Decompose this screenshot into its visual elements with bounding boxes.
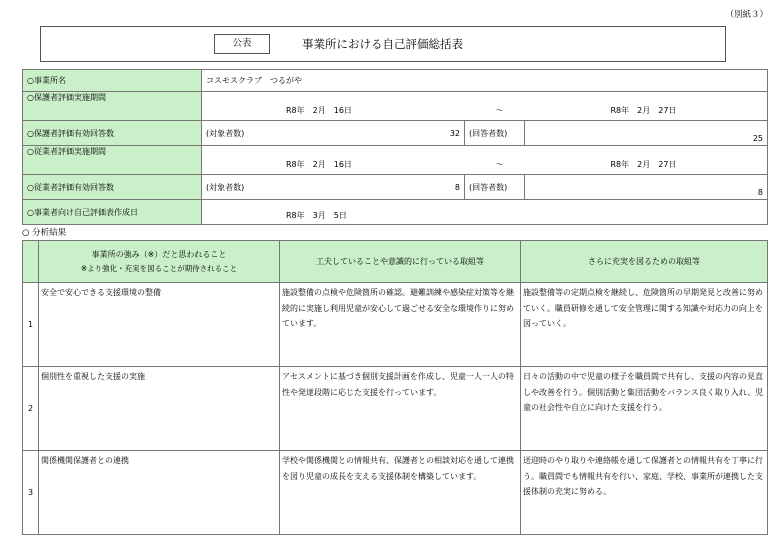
annex-label: （別紙３） bbox=[725, 10, 768, 20]
guardian-answer-label: (回答者数) bbox=[465, 121, 525, 146]
guardian-answers-label: ○保護者評価有効回答数 bbox=[23, 121, 202, 146]
strength-header-line2: ※より強化・充実を図ることが期待されること bbox=[80, 263, 238, 273]
strength-cell: 安全で安心できる支援環境の整備 bbox=[39, 283, 280, 367]
self-eval-date: R8年 3月 5日 bbox=[202, 200, 768, 225]
guardian-target-label: (対象者数) bbox=[202, 121, 280, 146]
strength-cell: 個別性を重視した支援の実施 bbox=[39, 367, 280, 451]
improve-cell: 日々の活動の中で児童の様子を職員間で共有し、支援の内容の見直しや改善を行う。個別活動と集団活動をバランス良く取り入れ、児童の社会性や自立に向けた支援を行う。 bbox=[521, 367, 768, 451]
effort-cell: アセスメントに基づき個別支援計画を作成し、児童一人一人の特性や発達段階に応じた支援を行っています。 bbox=[280, 367, 521, 451]
row-number: 2 bbox=[23, 367, 39, 451]
improve-header: さらに充実を図るための取組等 bbox=[521, 241, 768, 283]
guardian-period-end: R8年 2月 27日 bbox=[525, 92, 768, 121]
staff-period-end: R8年 2月 27日 bbox=[525, 146, 768, 175]
effort-header: 工夫していることや意識的に行っている取組等 bbox=[280, 241, 521, 283]
improve-cell: 送迎時のやり取りや連絡帳を通して保護者との情報共有を丁寧に行う。職員間でも情報共有を行い、家庭、学校、事業所が連携した支援体制の充実に努める。 bbox=[521, 451, 768, 535]
effort-cell: 施設整備の点検や危険箇所の確認。避難訓練や感染症対策等を継続的に実施し利用児童が安心して過ごせる安全な環境作りに努めています。 bbox=[280, 283, 521, 367]
num-header bbox=[23, 241, 39, 283]
guardian-target-value: 32 bbox=[280, 121, 465, 146]
guardian-answers-row bbox=[23, 121, 768, 146]
guardian-answer-value: 25 bbox=[525, 121, 768, 146]
self-eval-date-label: ○事業者向け自己評価表作成日 bbox=[23, 200, 202, 225]
guardian-period-row bbox=[23, 92, 768, 121]
guardian-period-label: ○保護者評価実施期間 bbox=[23, 92, 202, 121]
guardian-period-tilde: ～ bbox=[465, 92, 525, 121]
staff-period-label: ○従業者評価実施期間 bbox=[23, 146, 202, 175]
staff-answers-row bbox=[23, 175, 768, 200]
strength-header bbox=[39, 241, 280, 283]
self-eval-date-row bbox=[23, 200, 768, 225]
analysis-header-row bbox=[23, 241, 768, 283]
strength-header-line1: 事業所の強み（※）だと思われること bbox=[91, 249, 227, 259]
effort-cell: 学校や関係機関との情報共有、保護者との相談対応を通して連携を図り児童の成長を支える支援体制を構築しています。 bbox=[280, 451, 521, 535]
office-name-label: ○事業所名 bbox=[23, 70, 202, 92]
table-row bbox=[23, 283, 768, 367]
table-row bbox=[23, 451, 768, 535]
improve-cell: 施設整備等の定期点検を継続し、危険箇所の早期発見と改善に努めていく。職員研修を通して安全管理に関する知識や対応力の向上を図っていく。 bbox=[521, 283, 768, 367]
row-number: 1 bbox=[23, 283, 39, 367]
info-table bbox=[22, 69, 768, 225]
analysis-table bbox=[22, 240, 768, 535]
office-name: コスモスクラブ つるがや bbox=[202, 70, 768, 92]
staff-target-value: 8 bbox=[280, 175, 465, 200]
page-title: 事業所における自己評価総括表 bbox=[302, 37, 463, 51]
guardian-period-start: R8年 2月 16日 bbox=[202, 92, 465, 121]
staff-period-start: R8年 2月 16日 bbox=[202, 146, 465, 175]
staff-period-row bbox=[23, 146, 768, 175]
staff-answer-value: 8 bbox=[525, 175, 768, 200]
staff-period-tilde: ～ bbox=[465, 146, 525, 175]
table-row bbox=[23, 367, 768, 451]
public-badge: 公表 bbox=[214, 34, 270, 54]
strength-cell: 関係機関保護者との連携 bbox=[39, 451, 280, 535]
staff-target-label: (対象者数) bbox=[202, 175, 280, 200]
analysis-section-label: ○ 分析結果 bbox=[22, 228, 67, 238]
office-name-row bbox=[23, 70, 768, 92]
row-number: 3 bbox=[23, 451, 39, 535]
staff-answer-label: (回答者数) bbox=[465, 175, 525, 200]
staff-answers-label: ○従業者評価有効回答数 bbox=[23, 175, 202, 200]
